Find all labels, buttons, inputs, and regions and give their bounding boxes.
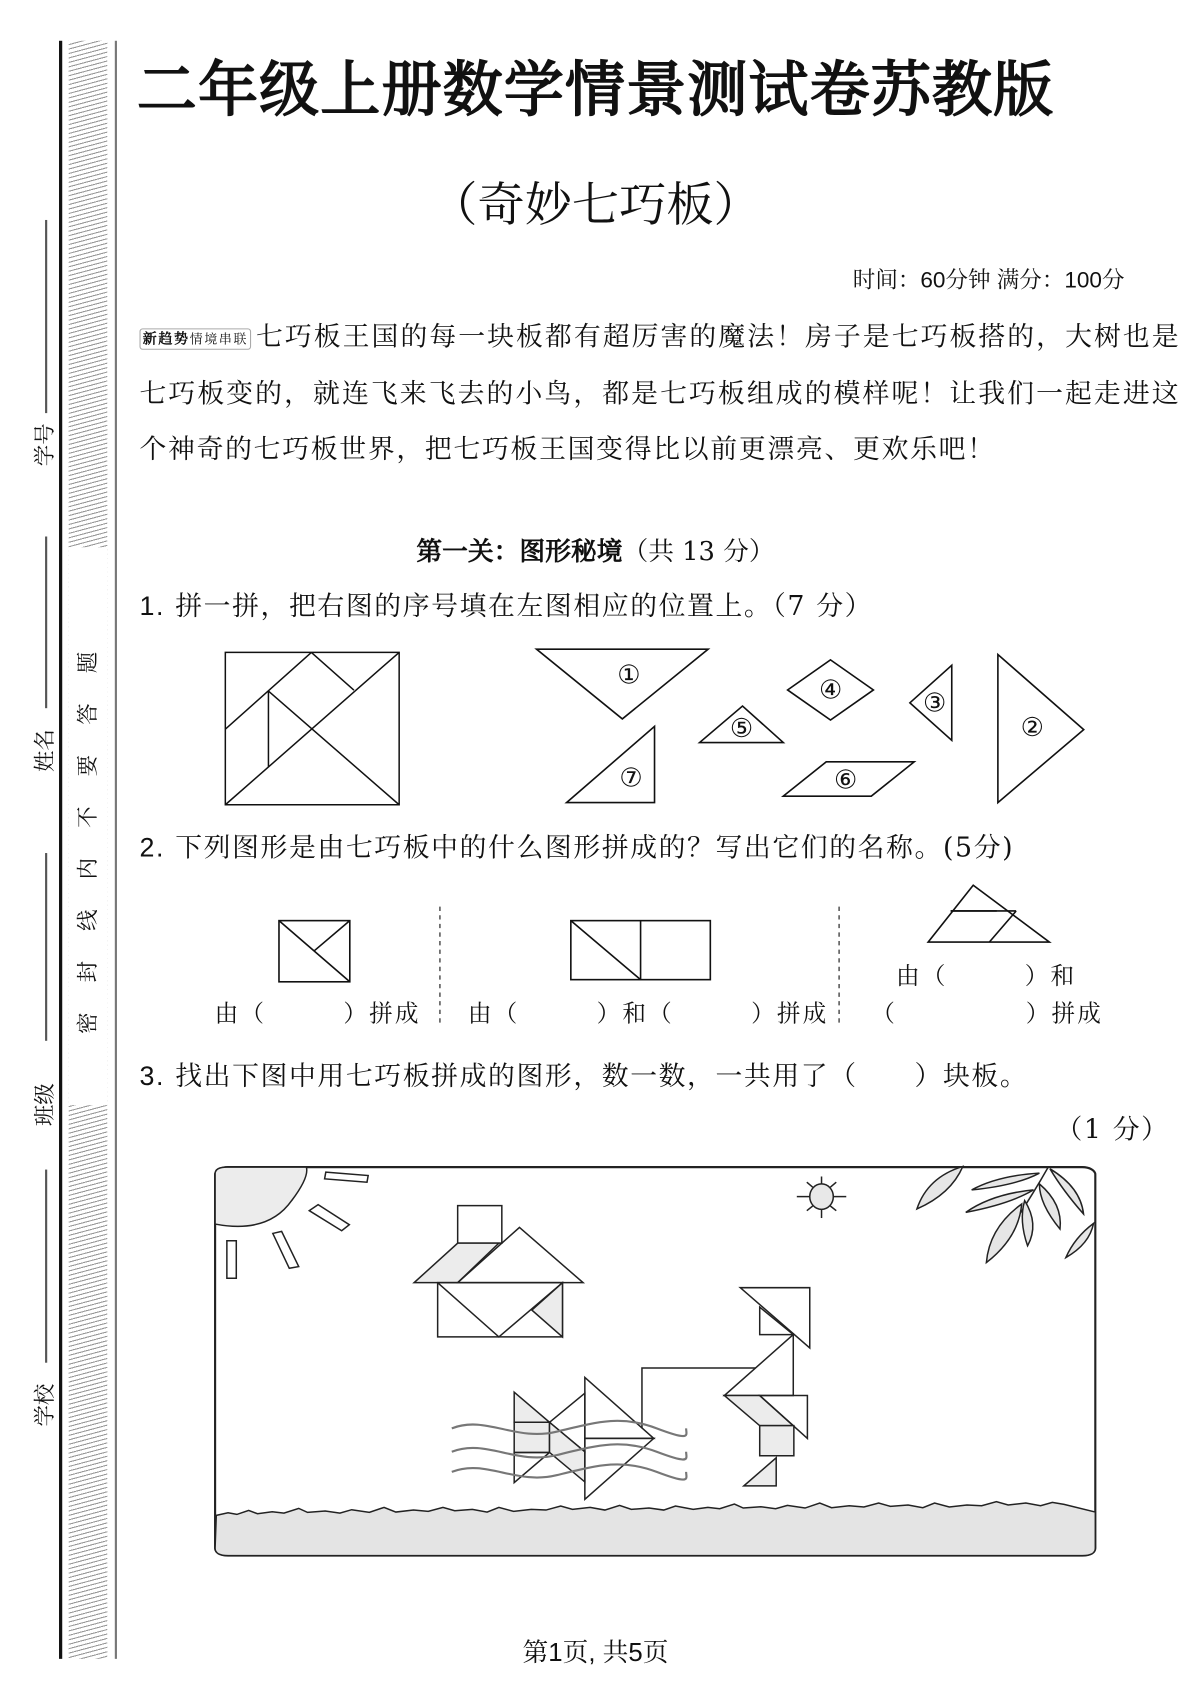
time-score-info: 时间：60分钟 满分：100分 bbox=[852, 268, 1125, 293]
q2-answer-b[interactable]: 由（ ）和（ ）拼成 bbox=[467, 1001, 829, 1028]
q2-figure-c bbox=[928, 885, 1049, 942]
badge-main: 新趋势 bbox=[142, 329, 190, 347]
q2-number: 2. bbox=[139, 832, 166, 863]
badge-sub: 情境串联 bbox=[189, 331, 249, 347]
q2-answer-a[interactable]: 由（ ）拼成 bbox=[214, 1001, 421, 1028]
q2-answer-c2[interactable]: （ ）拼成 bbox=[871, 1001, 1104, 1028]
page-title: 二年级上册数学情景测试卷苏教版 bbox=[136, 55, 1055, 124]
section-title: 第一关：图形秘境 bbox=[416, 537, 623, 567]
q2-answer-c1[interactable]: 由（ ）和 bbox=[895, 963, 1077, 991]
intro-text: 七巧板王国的每一块板都有超厉害的魔法！房子是七巧板搭的，大树也是七巧板变的，就连飞来飞去的小鸟，都是七巧板组成的模样呢！让我们一起走进这个神奇的七巧板世界，把七巧板王国变得比以前更漂亮、更欢乐吧！ bbox=[139, 320, 1181, 465]
school-label: 学校 bbox=[31, 1383, 58, 1427]
piece-label-4: ④ bbox=[818, 675, 843, 706]
class-label: 班级 bbox=[31, 1083, 58, 1127]
q1-number: 1. bbox=[139, 591, 166, 622]
page-subtitle: （奇妙七巧板） bbox=[430, 179, 761, 232]
piece-label-2: ② bbox=[1020, 713, 1044, 744]
name-label: 姓名 bbox=[31, 729, 58, 773]
piece-label-5: ⑤ bbox=[729, 714, 753, 745]
tangram-bird bbox=[724, 1288, 809, 1486]
piece-label-3: ③ bbox=[923, 688, 947, 719]
tangram-house bbox=[414, 1206, 583, 1337]
seal-text: 密封线内不要答题 bbox=[74, 621, 101, 1034]
section-score: （共 13 分） bbox=[622, 536, 775, 567]
q3-score: （1 分） bbox=[1055, 1113, 1170, 1145]
piece-label-1: ① bbox=[617, 660, 641, 691]
tangram-scene bbox=[197, 1147, 1115, 1562]
piece-label-6: ⑥ bbox=[833, 765, 858, 796]
q2-figure-a bbox=[279, 921, 350, 982]
small-sun-icon bbox=[797, 1177, 846, 1219]
q2-text: 下列图形是由七巧板中的什么图形拼成的？写出它们的名称。(5分) bbox=[175, 831, 1015, 863]
grass bbox=[215, 1502, 1095, 1556]
page-number: 第1页, 共5页 bbox=[522, 1638, 669, 1668]
q2-figure-b bbox=[571, 921, 710, 980]
piece-label-7: ⑦ bbox=[619, 763, 643, 794]
leaves-icon bbox=[917, 1166, 1094, 1262]
q3-number: 3. bbox=[139, 1061, 166, 1092]
q3-text[interactable]: 找出下图中用七巧板拼成的图形，数一数，一共用了（ ）块板。 bbox=[175, 1060, 1029, 1092]
question-3 bbox=[139, 1055, 1028, 1094]
sun-icon bbox=[215, 1167, 307, 1226]
student-id-label: 学号 bbox=[31, 423, 58, 467]
q1-text: 拼一拼，把右图的序号填在左图相应的位置上。（7 分） bbox=[175, 590, 874, 622]
school-line[interactable] bbox=[45, 1170, 47, 1363]
